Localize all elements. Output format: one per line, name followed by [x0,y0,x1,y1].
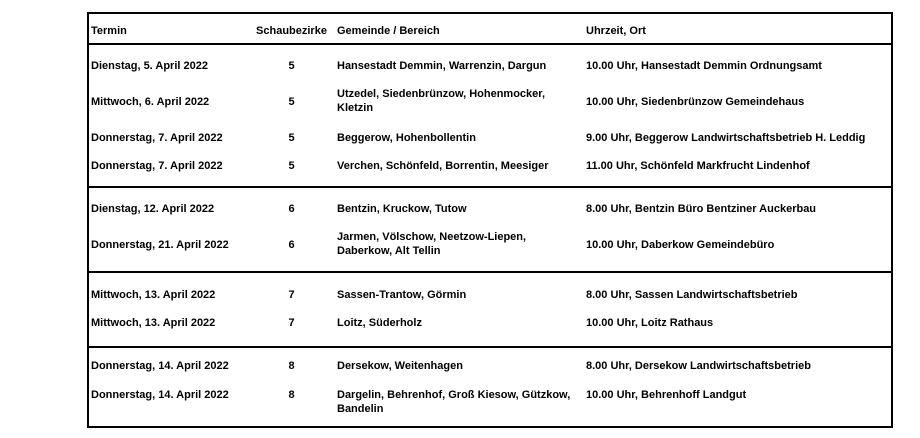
header-uhrzeit-ort: Uhrzeit, Ort [586,25,646,37]
table-row-ort: 8.00 Uhr, Bentzin Büro Bentziner Auckerbau [586,203,817,215]
schedule-table [87,12,893,428]
table-row-bezirk: 8 [288,389,295,401]
group-divider [89,186,891,188]
table-row-gemeinde: Dargelin, Behrenhof, Groß Kiesow, Gützkow, Bandelin [337,389,571,415]
table-row-termin: Dienstag, 5. April 2022 [91,60,208,72]
table-row-gemeinde: Verchen, Schönfeld, Borrentin, Meesiger [337,160,549,172]
table-row-termin: Mittwoch, 6. April 2022 [91,96,210,108]
table-row-bezirk: 6 [288,239,295,251]
table-row-gemeinde: Beggerow, Hohenbollentin [337,132,476,144]
header-schaubezirke: Schaubezirke [256,25,327,37]
table-row-bezirk: 8 [288,360,295,372]
table-row-ort: 11.00 Uhr, Schönfeld Markfrucht Lindenhof [586,160,810,172]
table-row-termin: Mittwoch, 13. April 2022 [91,317,216,329]
table-row-bezirk: 5 [288,132,295,144]
table-row-gemeinde: Sassen-Trantow, Görmin [337,289,467,301]
table-row-gemeinde: Loitz, Süderholz [337,317,422,329]
table-row-termin: Donnerstag, 7. April 2022 [91,132,223,144]
table-row-termin: Donnerstag, 7. April 2022 [91,160,223,172]
table-row-bezirk: 5 [288,60,295,72]
table-row-termin: Mittwoch, 13. April 2022 [91,289,216,301]
table-row-termin: Donnerstag, 21. April 2022 [91,239,229,251]
table-row-termin: Dienstag, 12. April 2022 [91,203,215,215]
table-row-ort: 8.00 Uhr, Dersekow Landwirtschaftsbetrieb [586,360,811,372]
table-row-ort: 10.00 Uhr, Siedenbrünzow Gemeindehaus [586,96,805,108]
table-row-termin: Donnerstag, 14. April 2022 [91,389,229,401]
table-row-gemeinde: Jarmen, Völschow, Neetzow-Liepen, Daberkow, Alt Tellin [337,231,527,257]
table-row-bezirk: 7 [288,317,295,329]
table-row-ort: 10.00 Uhr, Loitz Rathaus [586,317,714,329]
table-row-bezirk: 5 [288,96,295,108]
header-termin: Termin [91,25,127,37]
table-row-bezirk: 7 [288,289,295,301]
table-row-ort: 9.00 Uhr, Beggerow Landwirtschaftsbetrieb H. Leddig [586,132,866,144]
group-divider [89,346,891,348]
table-row-gemeinde: Utzedel, Siedenbrünzow, Hohenmocker, Kletzin [337,88,546,114]
table-row-ort: 10.00 Uhr, Daberkow Gemeindebüro [586,239,775,251]
table-row-gemeinde: Hansestadt Demmin, Warrenzin, Dargun [337,60,547,72]
group-divider [89,271,891,273]
header-divider [89,43,891,45]
table-row-termin: Donnerstag, 14. April 2022 [91,360,229,372]
table-row-gemeinde: Dersekow, Weitenhagen [337,360,463,372]
table-row-bezirk: 6 [288,203,295,215]
table-row-bezirk: 5 [288,160,295,172]
table-row-ort: 10.00 Uhr, Hansestadt Demmin Ordnungsamt [586,60,822,72]
table-row-ort: 10.00 Uhr, Behrenhoff Landgut [586,389,747,401]
header-gemeinde: Gemeinde / Bereich [337,25,440,37]
table-row-ort: 8.00 Uhr, Sassen Landwirtschaftsbetrieb [586,289,798,301]
table-row-gemeinde: Bentzin, Kruckow, Tutow [337,203,467,215]
